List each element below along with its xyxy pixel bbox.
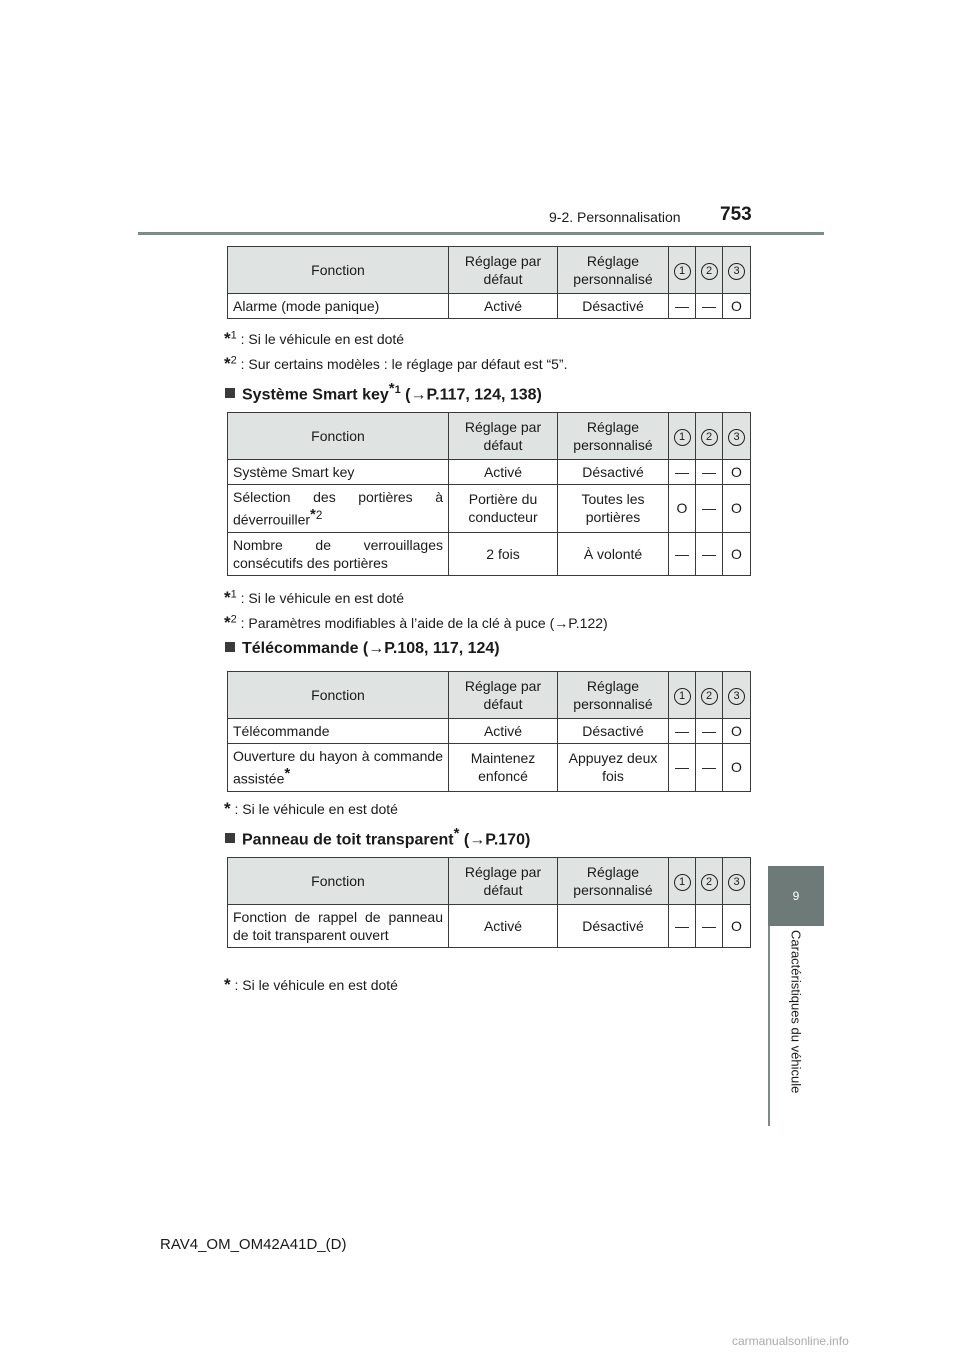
function-cell: Nombre de verrouillages consécutifs des portières bbox=[228, 532, 449, 575]
page-number: 753 bbox=[720, 204, 752, 225]
chapter-tab: 9 bbox=[768, 866, 824, 926]
table-header-row bbox=[228, 247, 751, 294]
mode-1-cell: — bbox=[669, 532, 696, 575]
mode-3-cell: O bbox=[723, 294, 751, 319]
function-cell: Alarme (mode panique) bbox=[228, 294, 449, 319]
default-cell: Activé bbox=[449, 719, 558, 744]
column-header-mode-1 bbox=[669, 858, 696, 905]
circled-1-icon: 1 bbox=[674, 429, 691, 446]
footnote: * : Si le véhicule en est doté bbox=[224, 799, 398, 818]
header-divider bbox=[138, 232, 824, 235]
column-header-function: Fonction bbox=[228, 247, 449, 294]
footnote: *$^1$ : Si le véhicule en est doté bbox=[224, 588, 405, 607]
mode-2-cell: — bbox=[696, 460, 723, 485]
circled-2-icon: 2 bbox=[701, 429, 718, 446]
document-code: RAV4_OM_OM42A41D_(D) bbox=[160, 1236, 347, 1253]
column-header-mode-2 bbox=[696, 413, 723, 460]
mode-2-cell: — bbox=[696, 719, 723, 744]
table-row bbox=[228, 460, 751, 485]
circled-1-icon: 1 bbox=[674, 688, 691, 705]
section-heading-roof-panel: Panneau de toit transparent* (→P.170) bbox=[225, 825, 530, 849]
default-cell: Activé bbox=[449, 294, 558, 319]
mode-2-cell: — bbox=[696, 744, 723, 792]
alarm-table bbox=[227, 246, 751, 319]
mode-3-cell: O bbox=[723, 460, 751, 485]
bullet-square-icon bbox=[225, 388, 235, 398]
custom-cell: Désactivé bbox=[558, 294, 669, 319]
mode-1-cell: — bbox=[669, 744, 696, 792]
column-header-mode-3 bbox=[723, 247, 751, 294]
column-header-default: Réglage par défaut bbox=[449, 247, 558, 294]
smart-key-table bbox=[227, 412, 751, 576]
column-header-custom: Réglage personnalisé bbox=[558, 672, 669, 719]
column-header-mode-3 bbox=[723, 858, 751, 905]
circled-1-icon: 1 bbox=[674, 874, 691, 891]
column-header-custom: Réglage personnalisé bbox=[558, 247, 669, 294]
column-header-default: Réglage par défaut bbox=[449, 413, 558, 460]
column-header-function: Fonction bbox=[228, 858, 449, 905]
function-cell: Système Smart key bbox=[228, 460, 449, 485]
table-row bbox=[228, 719, 751, 744]
arrow-right-icon: → bbox=[554, 615, 569, 631]
default-cell: Portière du conducteur bbox=[449, 485, 558, 533]
function-cell: Sélection des portières à déverrouiller$^{*2}$ bbox=[228, 485, 449, 533]
column-header-function: Fonction bbox=[228, 413, 449, 460]
mode-1-cell: O bbox=[669, 485, 696, 533]
column-header-mode-2 bbox=[696, 247, 723, 294]
section-heading-smart-key: Système Smart key$^{*1}$ (→P.117, 124, 138) bbox=[225, 380, 542, 404]
circled-2-icon: 2 bbox=[701, 874, 718, 891]
custom-cell: Désactivé bbox=[558, 719, 669, 744]
custom-cell: Appuyez deux fois bbox=[558, 744, 669, 792]
arrow-right-icon: → bbox=[410, 386, 427, 404]
column-header-mode-3 bbox=[723, 672, 751, 719]
table-header-row bbox=[228, 672, 751, 719]
column-header-custom: Réglage personnalisé bbox=[558, 858, 669, 905]
custom-cell: À volonté bbox=[558, 532, 669, 575]
mode-2-cell: — bbox=[696, 294, 723, 319]
mode-1-cell: — bbox=[669, 719, 696, 744]
footnote: *$^2$ : Sur certains modèles : le réglage par défaut est “5”. bbox=[224, 354, 568, 373]
default-cell: 2 fois bbox=[449, 532, 558, 575]
column-header-default: Réglage par défaut bbox=[449, 672, 558, 719]
table-row bbox=[228, 905, 751, 948]
column-header-custom: Réglage personnalisé bbox=[558, 413, 669, 460]
footnote: * : Si le véhicule en est doté bbox=[224, 975, 398, 994]
bullet-square-icon bbox=[225, 833, 235, 843]
watermark: carmanualsonline.info bbox=[732, 1334, 849, 1348]
custom-cell: Désactivé bbox=[558, 905, 669, 948]
column-header-mode-1 bbox=[669, 247, 696, 294]
circled-2-icon: 2 bbox=[701, 263, 718, 280]
custom-cell: Toutes les portières bbox=[558, 485, 669, 533]
mode-3-cell: O bbox=[723, 532, 751, 575]
arrow-right-icon: → bbox=[469, 831, 486, 849]
table-row bbox=[228, 744, 751, 792]
circled-3-icon: 3 bbox=[728, 688, 745, 705]
default-cell: Activé bbox=[449, 460, 558, 485]
function-cell: Ouverture du hayon à commande assistée* bbox=[228, 744, 449, 792]
circled-3-icon: 3 bbox=[728, 874, 745, 891]
mode-1-cell: — bbox=[669, 905, 696, 948]
column-header-mode-1 bbox=[669, 672, 696, 719]
table-header-row bbox=[228, 858, 751, 905]
mode-1-cell: — bbox=[669, 294, 696, 319]
mode-3-cell: O bbox=[723, 719, 751, 744]
function-cell: Télécommande bbox=[228, 719, 449, 744]
mode-2-cell: — bbox=[696, 485, 723, 533]
bullet-square-icon bbox=[225, 642, 235, 652]
table-row bbox=[228, 532, 751, 575]
side-divider bbox=[768, 926, 770, 1126]
roof-panel-table bbox=[227, 857, 751, 948]
arrow-right-icon: → bbox=[368, 640, 385, 657]
column-header-mode-1 bbox=[669, 413, 696, 460]
column-header-function: Fonction bbox=[228, 672, 449, 719]
column-header-mode-3 bbox=[723, 413, 751, 460]
mode-3-cell: O bbox=[723, 485, 751, 533]
circled-3-icon: 3 bbox=[728, 429, 745, 446]
table-row bbox=[228, 294, 751, 319]
footnote: *$^2$ : Paramètres modifiables à l’aide de la clé à puce (→P.122) bbox=[224, 613, 608, 632]
remote-table bbox=[227, 671, 751, 792]
default-cell: Maintenez enfoncé bbox=[449, 744, 558, 792]
column-header-mode-2 bbox=[696, 858, 723, 905]
mode-3-cell: O bbox=[723, 905, 751, 948]
mode-3-cell: O bbox=[723, 744, 751, 792]
circled-1-icon: 1 bbox=[674, 263, 691, 280]
table-header-row bbox=[228, 413, 751, 460]
mode-2-cell: — bbox=[696, 905, 723, 948]
mode-1-cell: — bbox=[669, 460, 696, 485]
function-cell: Fonction de rappel de panneau de toit transparent ouvert bbox=[228, 905, 449, 948]
circled-3-icon: 3 bbox=[728, 263, 745, 280]
table-row bbox=[228, 485, 751, 533]
circled-2-icon: 2 bbox=[701, 688, 718, 705]
column-header-mode-2 bbox=[696, 672, 723, 719]
column-header-default: Réglage par défaut bbox=[449, 858, 558, 905]
section-heading-remote: Télécommande (→P.108, 117, 124) bbox=[225, 640, 500, 658]
custom-cell: Désactivé bbox=[558, 460, 669, 485]
default-cell: Activé bbox=[449, 905, 558, 948]
section-header: 9-2. Personnalisation bbox=[549, 209, 681, 225]
footnote: *$^1$ : Si le véhicule en est doté bbox=[224, 329, 405, 348]
mode-2-cell: — bbox=[696, 532, 723, 575]
